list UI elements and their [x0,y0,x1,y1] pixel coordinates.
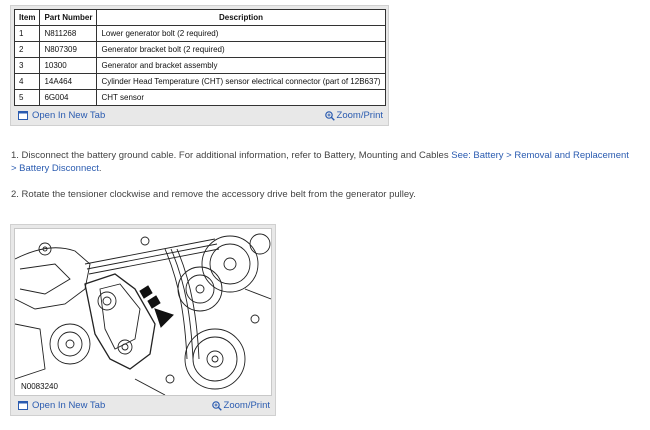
external-window-icon [18,401,28,410]
belt-tensioner-illustration [14,228,272,396]
header-part-number: Part Number [40,10,97,26]
open-in-new-tab-label: Open In New Tab [32,400,106,411]
cell-part-number: 10300 [40,58,97,74]
cell-description: Lower generator bolt (2 required) [97,26,385,42]
step-2-text: 2. Rotate the tensioner clockwise and remove the accessory drive belt from the generator pulley. [11,189,416,200]
illustration-panel-footer [11,398,275,415]
zoom-print-link[interactable] [212,400,270,411]
magnifier-plus-icon [325,111,335,121]
cell-description: Generator bracket bolt (2 required) [97,42,385,58]
parts-table-panel [10,5,389,126]
external-window-icon [18,111,28,120]
cell-part-number: N807309 [40,42,97,58]
open-in-new-tab-label: Open In New Tab [32,110,106,121]
step-1-text: 1. Disconnect the battery ground cable. For additional information, refer to Battery, Mounting and Cables [11,150,452,161]
header-description: Description [97,10,385,26]
cell-item: 2 [15,42,40,58]
cell-description: Cylinder Head Temperature (CHT) sensor electrical connector (part of 12B637) [97,74,385,90]
open-in-new-tab-link[interactable] [18,110,105,121]
step-1 [11,149,636,175]
figure-id: N0083240 [21,382,58,391]
cell-item: 5 [15,90,40,106]
open-in-new-tab-link[interactable] [18,400,105,411]
step-2 [11,188,636,201]
table-header-row [15,10,386,26]
cell-description: CHT sensor [97,90,385,106]
magnifier-plus-icon [212,401,222,411]
engine-line-drawing [15,229,271,395]
cell-part-number: N811268 [40,26,97,42]
cell-item: 3 [15,58,40,74]
table-row [15,42,386,58]
table-row [15,74,386,90]
cell-item: 4 [15,74,40,90]
table-panel-footer [11,108,388,125]
zoom-print-label: Zoom/Print [336,110,383,121]
zoom-print-link[interactable] [325,110,383,121]
table-row [15,26,386,42]
table-row [15,58,386,74]
step-1-end: . [98,163,102,174]
cell-part-number: 14A464 [40,74,97,90]
battery-disconnect-link[interactable]: See: Battery > Removal and Replacement > Battery Disconnect [11,150,629,174]
cell-description: Generator and bracket assembly [97,58,385,74]
cell-item: 1 [15,26,40,42]
table-row [15,90,386,106]
zoom-print-label: Zoom/Print [223,400,270,411]
parts-table [14,9,386,106]
header-item: Item [15,10,40,26]
cell-part-number: 6G004 [40,90,97,106]
illustration-panel [10,224,276,416]
